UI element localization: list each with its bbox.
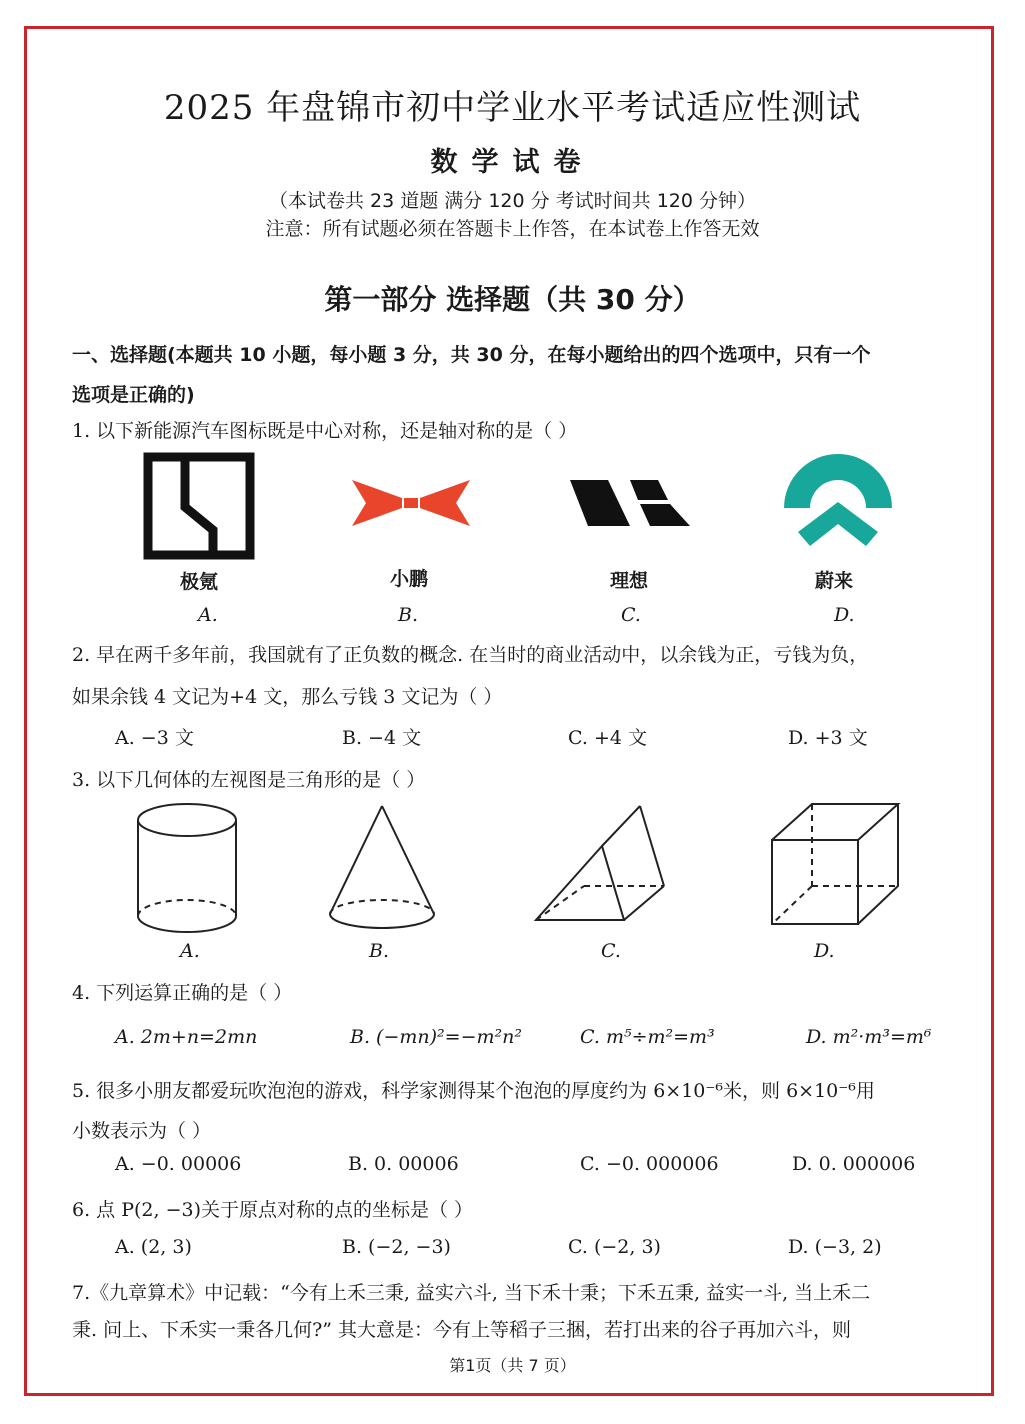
q3-label-c: C. (601, 940, 621, 962)
exam-info: （本试卷共 23 道题 满分 120 分 考试时间共 120 分钟） (268, 190, 757, 212)
instructions-line2: 选项是正确的) (72, 384, 195, 406)
q2-option-a: A. −3 文 (115, 727, 194, 749)
q4-option-c: C. m⁵÷m²=m³ (580, 1026, 715, 1048)
cone-figure (326, 802, 438, 934)
q2-option-b: B. −4 文 (342, 727, 422, 749)
q5-option-b: B. 0. 00006 (348, 1153, 459, 1175)
nio-logo-icon (782, 450, 894, 550)
q7-stem-line2: 秉. 问上、下禾实一秉各几何?” 其大意是：今有上等稻子三捆，若打出来的谷子再加六斗，则 (72, 1319, 852, 1341)
li-auto-logo-icon (570, 478, 692, 528)
q6-option-a: A. (2, 3) (115, 1236, 192, 1258)
q6-option-b: B. (−2, −3) (342, 1236, 451, 1258)
q6-stem: 6. 点 P(2, −3)关于原点对称的点的坐标是（ ） (72, 1199, 474, 1221)
q2-stem-line1: 2. 早在两千多年前，我国就有了正负数的概念. 在当时的商业活动中，以余钱为正，亏钱为负， (72, 644, 869, 666)
q2-stem-line2: 如果余钱 4 文记为+4 文，那么亏钱 3 文记为（ ） (72, 686, 503, 708)
cube-figure (768, 800, 904, 928)
q2-option-d: D. +3 文 (788, 727, 868, 749)
q1-label-b: B. (398, 604, 419, 626)
q1-label-a: A. (198, 604, 218, 626)
exam-title: 2025 年盘锦市初中学业水平考试适应性测试 (163, 88, 862, 128)
q6-option-d: D. (−3, 2) (788, 1236, 882, 1258)
q5-option-d: D. 0. 000006 (792, 1153, 916, 1175)
q4-option-b: B. (−mn)²=−m²n² (350, 1026, 522, 1048)
q3-stem: 3. 以下几何体的左视图是三角形的是（ ） (72, 769, 426, 791)
triangular-prism-figure (532, 802, 670, 928)
xpeng-logo-icon (352, 476, 470, 530)
q5-stem-line1: 5. 很多小朋友都爱玩吹泡泡的游戏，科学家测得某个泡泡的厚度约为 6×10⁻⁶米，则 6×10⁻⁶用 (72, 1080, 875, 1102)
exam-notice: 注意：所有试题必须在答题卡上作答，在本试卷上作答无效 (265, 218, 760, 240)
q1-label-d: D. (834, 604, 855, 626)
q3-label-b: B. (369, 940, 390, 962)
brand-label-b: 小鹏 (390, 568, 429, 590)
q4-option-a: A. 2m+n=2mn (115, 1026, 258, 1048)
q4-option-d: D. m²·m³=m⁶ (806, 1026, 932, 1048)
q2-option-c: C. +4 文 (568, 727, 647, 749)
q1-stem: 1. 以下新能源汽车图标既是中心对称，还是轴对称的是（ ） (72, 420, 578, 442)
q3-label-a: A. (180, 940, 200, 962)
brand-label-c: 理想 (610, 570, 649, 592)
q6-option-c: C. (−2, 3) (568, 1236, 661, 1258)
q3-label-d: D. (814, 940, 835, 962)
exam-subtitle: 数学试卷 (430, 147, 595, 178)
q5-stem-line2: 小数表示为（ ） (72, 1120, 212, 1142)
instructions-line1: 一、选择题(本题共 10 小题，每小题 3 分，共 30 分，在每小题给出的四个选项中，只有一个 (72, 344, 871, 366)
q5-option-a: A. −0. 00006 (115, 1153, 242, 1175)
q1-label-c: C. (621, 604, 641, 626)
brand-label-a: 极氪 (180, 571, 219, 593)
q4-stem: 4. 下列运算正确的是（ ） (72, 982, 293, 1004)
section-title: 第一部分 选择题（共 30 分） (324, 283, 701, 316)
cylinder-figure (134, 800, 240, 940)
zeekr-logo-icon (143, 452, 255, 560)
page-footer: 第1页（共 7 页） (449, 1356, 576, 1375)
q7-stem-line1: 7.《九章算术》中记载：“今有上禾三秉, 益实六斗, 当下禾十秉；下禾五秉, 益实一斗, 当上禾二 (72, 1282, 871, 1304)
brand-label-d: 蔚来 (815, 570, 854, 592)
q5-option-c: C. −0. 000006 (580, 1153, 719, 1175)
